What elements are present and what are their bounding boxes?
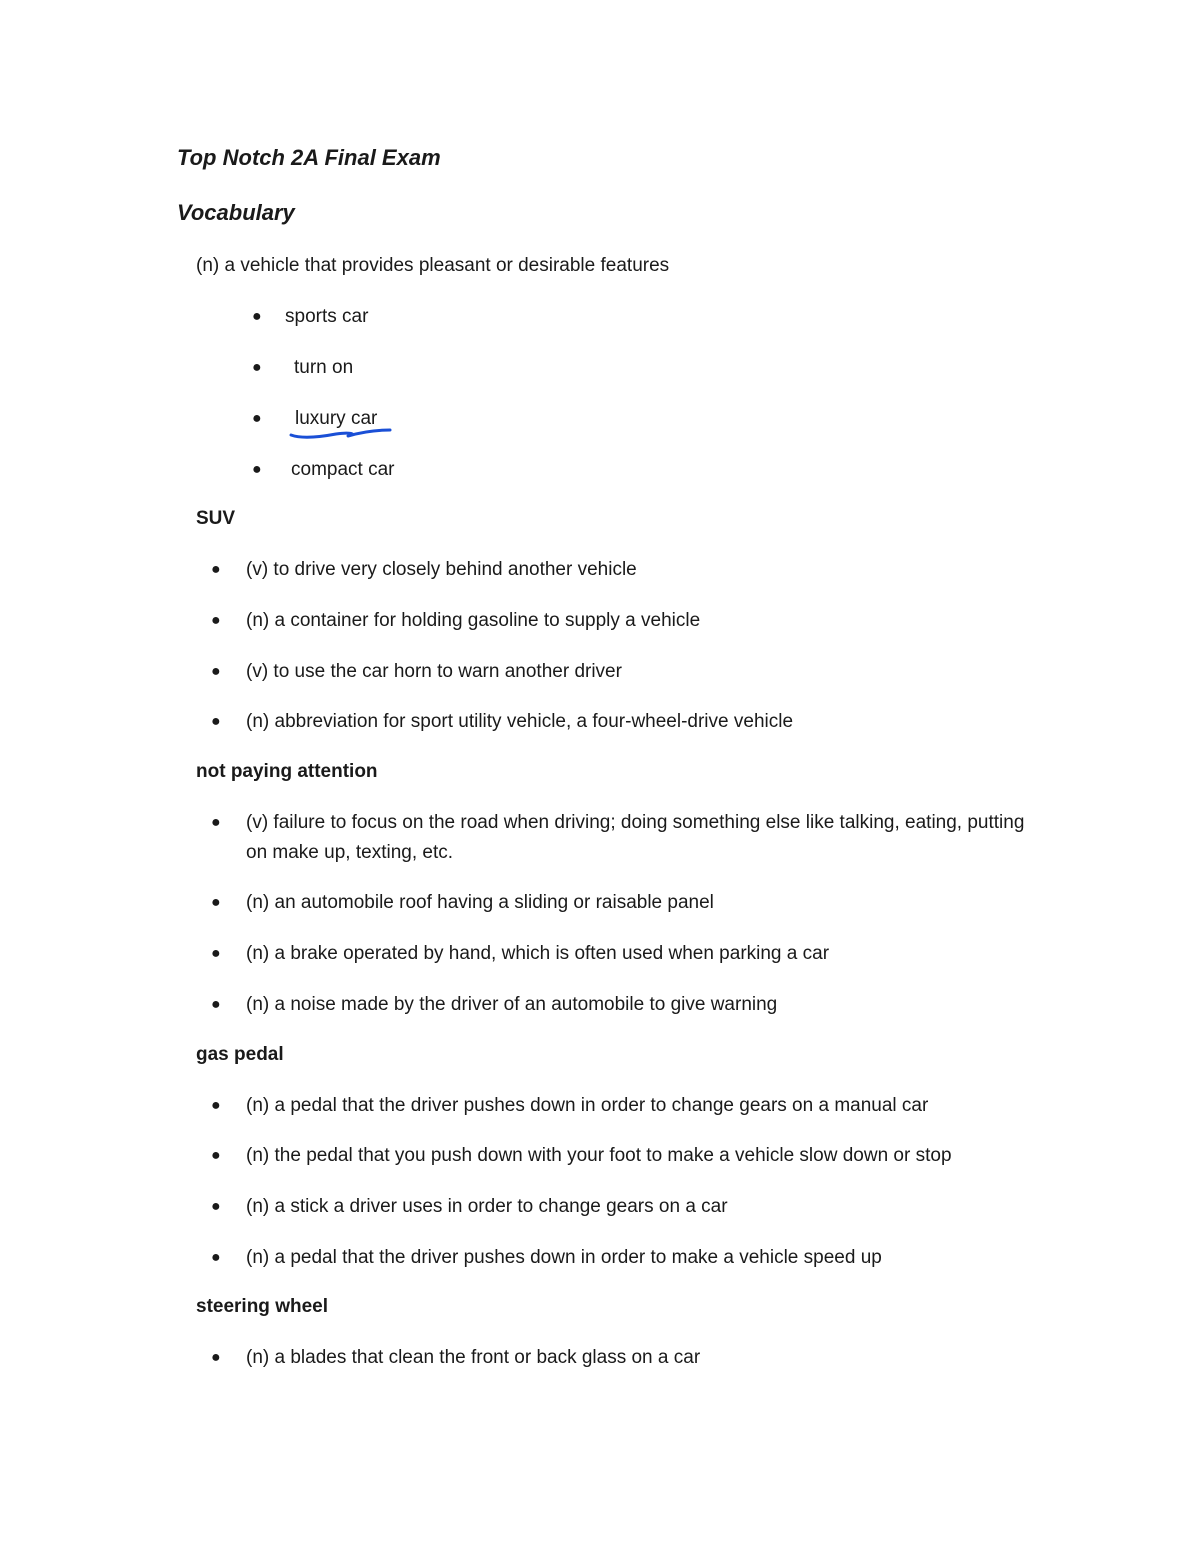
bullet-icon: ● bbox=[211, 945, 221, 962]
bullet-icon: ● bbox=[252, 410, 262, 427]
document-title: Top Notch 2A Final Exam bbox=[177, 145, 441, 170]
question-1-stem: (n) a vehicle that provides pleasant or desirable features bbox=[196, 255, 670, 276]
bullet-icon: ● bbox=[211, 561, 221, 578]
q4-option-4: (n) a pedal that the driver pushes down in order to make a vehicle speed up bbox=[246, 1247, 882, 1268]
q2-option-1: (v) to drive very closely behind another vehicle bbox=[246, 559, 637, 580]
q2-option-4: (n) abbreviation for sport utility vehicle, a four-wheel-drive vehicle bbox=[246, 711, 794, 732]
q1-option-2: turn on bbox=[294, 357, 354, 378]
q2-option-3: (v) to use the car horn to warn another driver bbox=[246, 661, 622, 682]
q5-option-1: (n) a blades that clean the front or back glass on a car bbox=[246, 1347, 701, 1368]
q3-option-3: (n) a brake operated by hand, which is often used when parking a car bbox=[246, 943, 830, 964]
q4-option-2: (n) the pedal that you push down with your foot to make a vehicle slow down or stop bbox=[246, 1145, 952, 1166]
question-5-term: steering wheel bbox=[196, 1296, 328, 1317]
q4-option-3: (n) a stick a driver uses in order to change gears on a car bbox=[246, 1196, 728, 1217]
bullet-icon: ● bbox=[211, 1349, 221, 1366]
question-3-term: not paying attention bbox=[196, 761, 378, 782]
q1-option-4: compact car bbox=[291, 459, 395, 480]
section-heading: Vocabulary bbox=[177, 200, 295, 225]
bullet-icon: ● bbox=[211, 894, 221, 911]
q1-option-3: luxury car bbox=[295, 408, 378, 429]
bullet-icon: ● bbox=[211, 814, 221, 831]
q4-option-1: (n) a pedal that the driver pushes down in order to change gears on a manual car bbox=[246, 1095, 929, 1116]
bullet-icon: ● bbox=[252, 461, 262, 478]
bullet-icon: ● bbox=[211, 1198, 221, 1215]
bullet-icon: ● bbox=[211, 612, 221, 629]
question-4-term: gas pedal bbox=[196, 1044, 284, 1065]
q1-option-1: sports car bbox=[285, 306, 369, 327]
bullet-icon: ● bbox=[211, 1147, 221, 1164]
bullet-icon: ● bbox=[211, 1249, 221, 1266]
question-2-term: SUV bbox=[196, 508, 236, 529]
bullet-icon: ● bbox=[211, 663, 221, 680]
bullet-icon: ● bbox=[252, 308, 262, 325]
q3-option-4: (n) a noise made by the driver of an automobile to give warning bbox=[246, 994, 778, 1015]
q3-option-2: (n) an automobile roof having a sliding or raisable panel bbox=[246, 892, 714, 913]
bullet-icon: ● bbox=[211, 996, 221, 1013]
handwritten-underline-mark bbox=[288, 424, 394, 442]
bullet-icon: ● bbox=[211, 713, 221, 730]
q2-option-2: (n) a container for holding gasoline to supply a vehicle bbox=[246, 610, 701, 631]
bullet-icon: ● bbox=[211, 1097, 221, 1114]
bullet-icon: ● bbox=[252, 359, 262, 376]
q3-option-1: (v) failure to focus on the road when driving; doing something else like talking, eating, putting on make up, texting, etc. bbox=[246, 812, 1025, 863]
